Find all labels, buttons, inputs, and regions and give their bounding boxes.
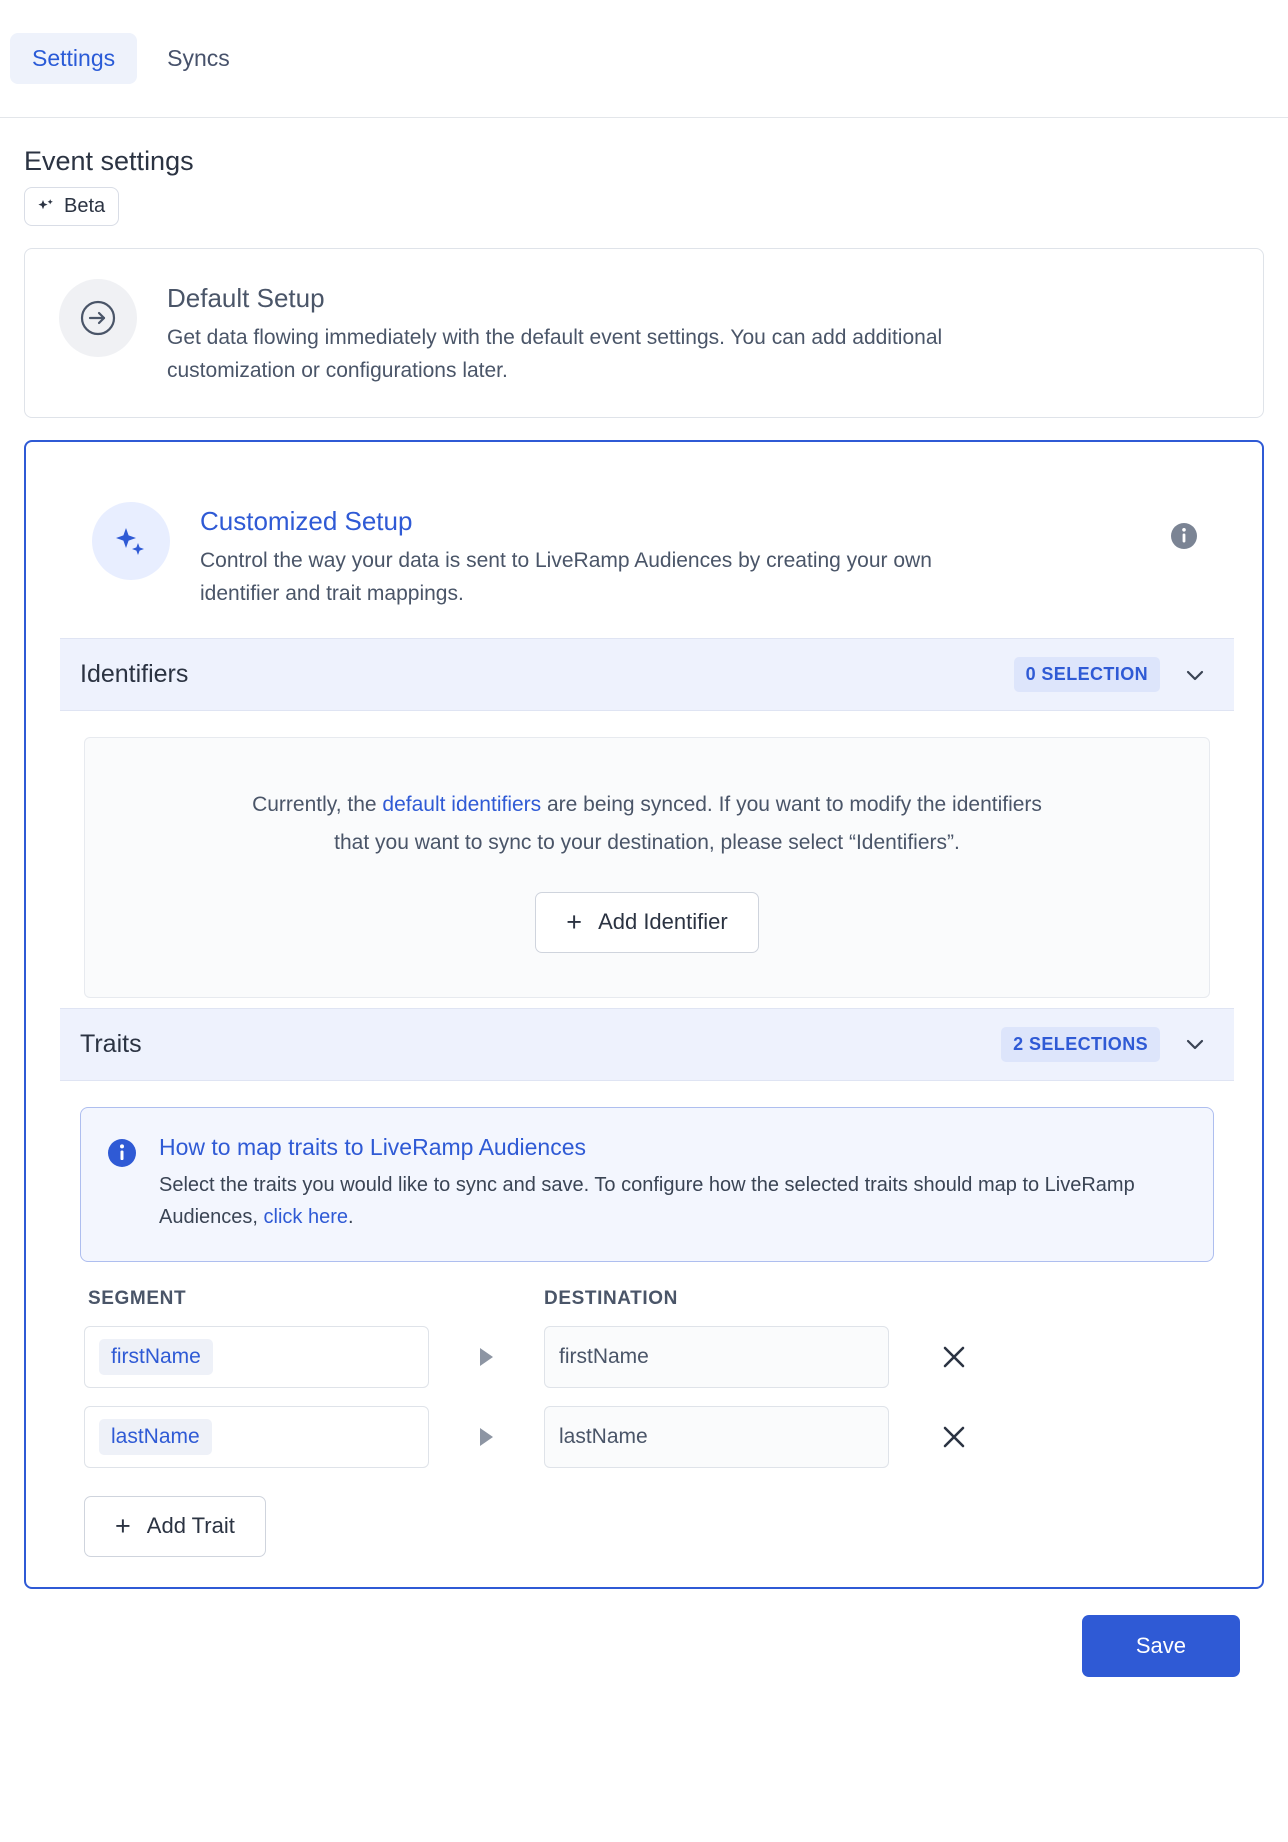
identifiers-section-body xyxy=(60,711,1234,1008)
default-setup-card[interactable] xyxy=(24,248,1264,418)
identifiers-empty-text xyxy=(232,786,1062,862)
default-identifiers-link[interactable]: default identifiers xyxy=(382,793,542,817)
destination-value: firstName xyxy=(559,1344,649,1368)
mapping-arrow xyxy=(429,1348,544,1366)
add-trait-button[interactable] xyxy=(84,1496,266,1557)
segment-field[interactable] xyxy=(84,1406,429,1468)
identifiers-empty-text-part2: are being synced. If you want to modify the identifiers that you want to sync to your destination, please select “Identifiers”. xyxy=(334,793,1042,854)
save-button[interactable]: Save xyxy=(1082,1615,1240,1677)
identifiers-empty-panel xyxy=(84,737,1210,998)
identifiers-header-right xyxy=(1014,657,1208,692)
destination-field[interactable] xyxy=(544,1326,889,1388)
arrow-into-circle-icon xyxy=(59,279,137,357)
traits-header-right xyxy=(1001,1027,1208,1062)
add-trait-label: Add Trait xyxy=(146,1513,235,1539)
customized-setup-header[interactable] xyxy=(60,472,1234,638)
traits-notice-body-part2: . xyxy=(348,1205,354,1228)
tab-bar xyxy=(0,0,1288,118)
traits-notice-text-block xyxy=(159,1134,1159,1233)
trait-mapping-row xyxy=(84,1406,1214,1468)
info-icon[interactable] xyxy=(1170,522,1198,550)
customized-setup-description: Control the way your data is sent to LiveRamp Audiences by creating your own identifier and trait mappings. xyxy=(200,549,932,605)
plus-icon: + xyxy=(566,906,583,937)
traits-column-headers xyxy=(84,1288,1214,1310)
click-here-link[interactable]: click here xyxy=(263,1205,348,1228)
page-title: Event settings xyxy=(24,146,194,176)
traits-mapping-area xyxy=(60,1262,1234,1587)
default-setup-title: Default Setup xyxy=(167,283,325,313)
default-setup-description: Get data flowing immediately with the default event settings. You can add additional customization or configurations later. xyxy=(167,326,943,382)
destination-column-header: DESTINATION xyxy=(544,1287,678,1309)
destination-field[interactable] xyxy=(544,1406,889,1468)
footer-actions xyxy=(24,1589,1264,1677)
traits-title: Traits xyxy=(80,1029,142,1058)
add-identifier-button[interactable] xyxy=(535,892,758,953)
traits-notice-title: How to map traits to LiveRamp Audiences xyxy=(159,1133,586,1160)
traits-notice-body xyxy=(159,1169,1159,1233)
trait-mapping-row xyxy=(84,1326,1214,1388)
segment-column-header: SEGMENT xyxy=(88,1287,187,1309)
identifiers-selection-badge: 0 SELECTION xyxy=(1014,657,1160,692)
add-identifier-label: Add Identifier xyxy=(598,909,728,935)
page-content xyxy=(0,118,1288,1677)
sparkle-icon xyxy=(36,197,56,217)
identifiers-title: Identifiers xyxy=(80,660,189,689)
identifiers-empty-text-part1: Currently, the xyxy=(252,793,383,817)
remove-trait-button[interactable] xyxy=(937,1340,971,1374)
info-icon xyxy=(107,1138,137,1168)
traits-section-header[interactable] xyxy=(60,1008,1234,1081)
beta-label: Beta xyxy=(64,195,106,217)
customized-setup-title: Customized Setup xyxy=(200,506,413,537)
remove-trait-button[interactable] xyxy=(937,1420,971,1454)
mapping-arrow xyxy=(429,1428,544,1446)
plus-icon: + xyxy=(115,1510,131,1541)
sparkles-icon xyxy=(92,502,170,580)
traits-notice-body-part1: Select the traits you would like to sync and save. To configure how the selected traits should map to LiveRamp Audiences, xyxy=(159,1173,1135,1228)
identifiers-section-header[interactable] xyxy=(60,638,1234,711)
segment-field[interactable] xyxy=(84,1326,429,1388)
customized-setup-card[interactable] xyxy=(24,440,1264,1589)
chevron-down-icon[interactable] xyxy=(1182,662,1208,688)
chevron-down-icon[interactable] xyxy=(1182,1031,1208,1057)
traits-info-notice xyxy=(80,1107,1214,1262)
segment-token: firstName xyxy=(99,1339,213,1375)
beta-badge xyxy=(24,187,119,226)
destination-value: lastName xyxy=(559,1424,648,1448)
tab-syncs[interactable]: Syncs xyxy=(167,45,230,71)
traits-selection-badge: 2 SELECTIONS xyxy=(1001,1027,1160,1062)
segment-token: lastName xyxy=(99,1419,212,1455)
tab-settings[interactable]: Settings xyxy=(10,33,137,84)
